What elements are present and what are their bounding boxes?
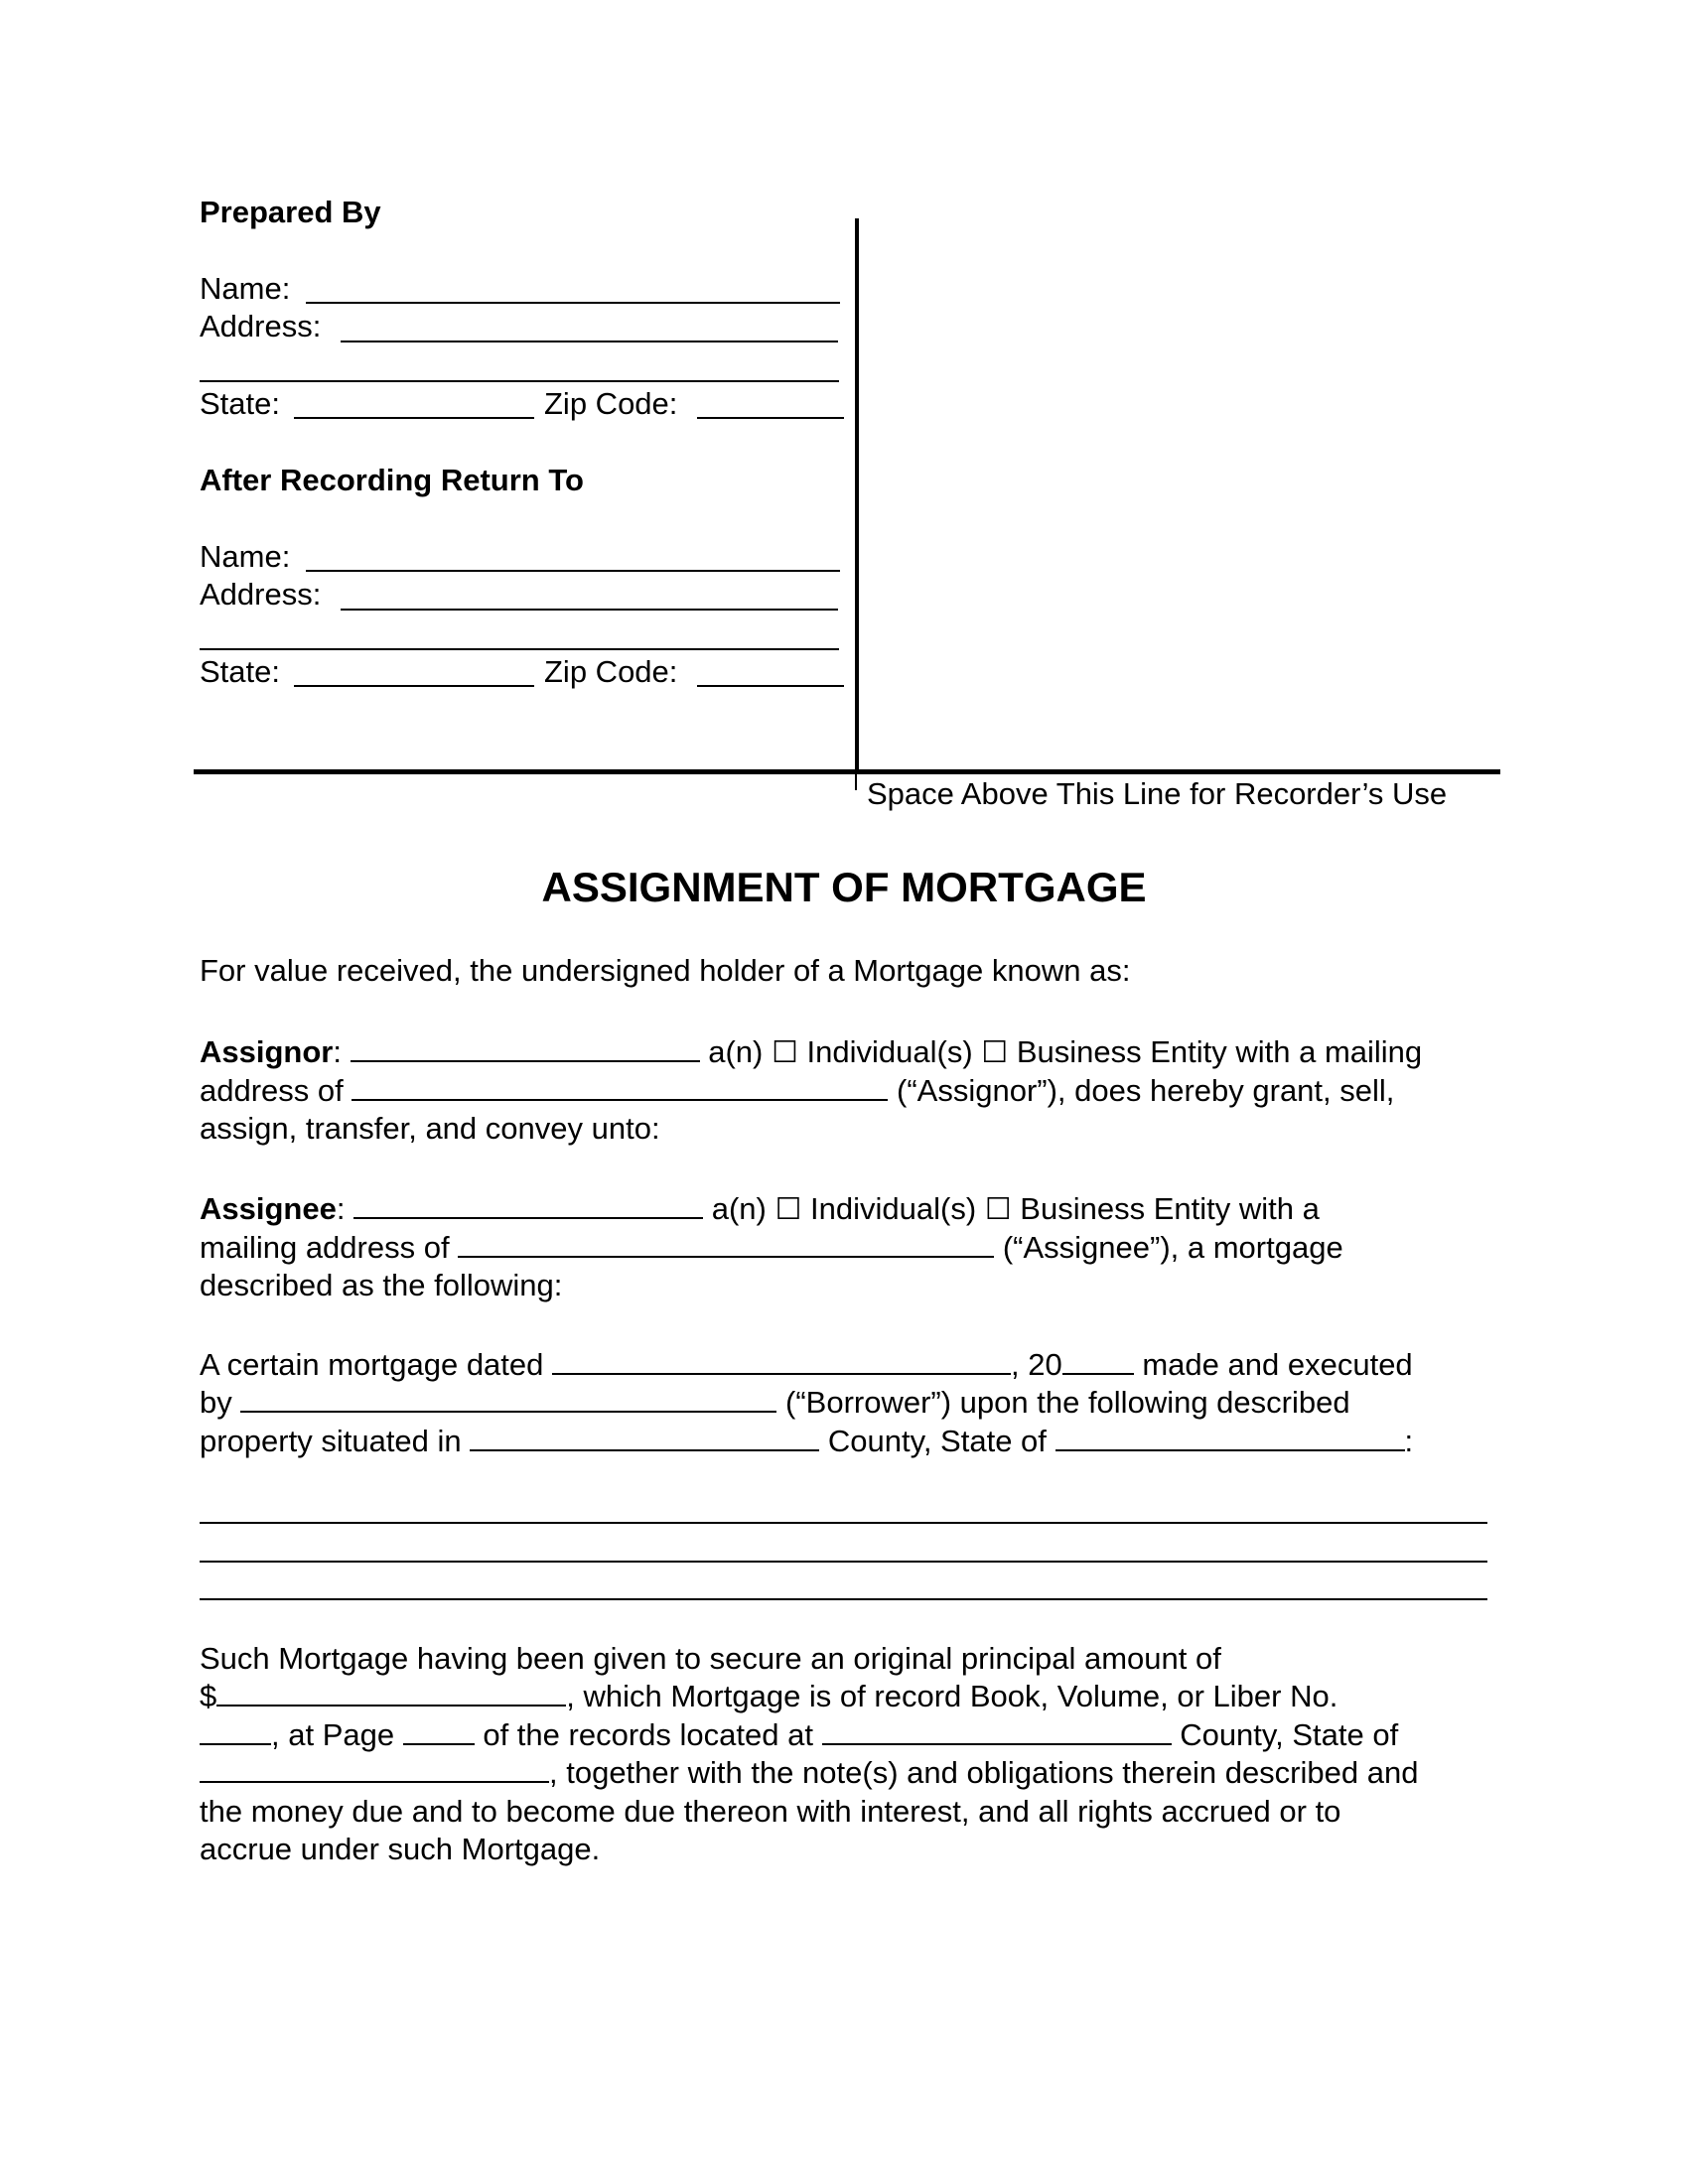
principal-line-5: the money due and to become due thereon with interest, and all rights accrued or to — [200, 1794, 1341, 1829]
assignee-name-field[interactable] — [353, 1193, 703, 1219]
property-description-line-1[interactable] — [200, 1522, 1487, 1524]
assignee-line-2: mailing address of (“Assignee”), a mortgage — [200, 1230, 1343, 1265]
prepared-by-state-field[interactable] — [294, 417, 534, 419]
document-title: ASSIGNMENT OF MORTGAGE — [541, 864, 1147, 910]
property-description-line-2[interactable] — [200, 1561, 1487, 1563]
prepared-by-address-field[interactable] — [341, 341, 838, 342]
intro-text: For value received, the undersigned holder of a Mortgage known as: — [200, 953, 1131, 988]
return-to-address-line2-field[interactable] — [200, 648, 839, 650]
recorder-divider-vertical — [855, 218, 859, 774]
borrower-name-field[interactable] — [240, 1387, 776, 1413]
prepared-by-zip-label: Zip Code: — [544, 386, 678, 421]
assignee-label: Assignee — [200, 1191, 337, 1226]
records-state-field[interactable] — [200, 1757, 549, 1783]
return-to-zip-label: Zip Code: — [544, 654, 678, 689]
property-county-field[interactable] — [470, 1426, 819, 1451]
property-state-field[interactable] — [1055, 1426, 1405, 1451]
return-to-state-label: State: — [200, 654, 280, 689]
return-to-heading: After Recording Return To — [200, 463, 584, 497]
mortgage-date-field[interactable] — [552, 1349, 1011, 1375]
mortgage-line-2: by (“Borrower”) upon the following described — [200, 1385, 1350, 1420]
mortgage-year-field[interactable] — [1062, 1349, 1134, 1375]
assignor-line-3: assign, transfer, and convey unto: — [200, 1111, 660, 1146]
return-to-name-label: Name: — [200, 539, 291, 574]
assignor-label: Assignor — [200, 1034, 334, 1069]
prepared-by-address-label: Address: — [200, 309, 322, 343]
return-to-address-label: Address: — [200, 577, 322, 612]
assignee-line-1: Assignee: a(n) ☐ Individual(s) ☐ Business Entity with a — [200, 1191, 1320, 1226]
principal-line-2: $ , which Mortgage is of record Book, Volume, or Liber No. — [200, 1679, 1338, 1713]
prepared-by-address-line2-field[interactable] — [200, 380, 839, 382]
property-description-line-3[interactable] — [200, 1598, 1487, 1600]
assignee-business-checkbox[interactable]: ☐ — [984, 1193, 1012, 1226]
return-to-address-field[interactable] — [341, 609, 838, 611]
assignee-address-field[interactable] — [458, 1232, 994, 1258]
assignor-line-2: address of (“Assignor”), does hereby grant, sell, — [200, 1073, 1395, 1108]
book-number-field[interactable] — [200, 1719, 271, 1745]
prepared-by-name-field[interactable] — [306, 302, 840, 304]
recorder-divider-tick — [855, 774, 857, 790]
assignor-line-1: Assignor: a(n) ☐ Individual(s) ☐ Business Entity with a mailing — [200, 1034, 1423, 1069]
assignor-business-checkbox[interactable]: ☐ — [981, 1036, 1009, 1069]
assignor-individual-checkbox[interactable]: ☐ — [772, 1036, 798, 1069]
principal-line-6: accrue under such Mortgage. — [200, 1832, 601, 1866]
principal-line-4: , together with the note(s) and obligations therein described and — [200, 1754, 1418, 1793]
assignor-address-field[interactable] — [352, 1075, 888, 1101]
assignor-name-field[interactable] — [351, 1036, 700, 1062]
prepared-by-state-label: State: — [200, 386, 280, 421]
return-to-name-field[interactable] — [306, 570, 840, 572]
return-to-zip-field[interactable] — [697, 685, 844, 687]
principal-amount-field[interactable] — [216, 1681, 566, 1706]
prepared-by-heading: Prepared By — [200, 195, 381, 229]
principal-line-3: , at Page of the records located at County, State of — [200, 1716, 1398, 1755]
prepared-by-zip-field[interactable] — [697, 417, 844, 419]
mortgage-line-1: A certain mortgage dated , 20 made and executed — [200, 1347, 1413, 1382]
page-number-field[interactable] — [403, 1719, 475, 1745]
records-county-field[interactable] — [822, 1719, 1172, 1745]
recorder-note: Space Above This Line for Recorder’s Use — [867, 776, 1448, 811]
assignee-individual-checkbox[interactable]: ☐ — [774, 1193, 802, 1226]
return-to-state-field[interactable] — [294, 685, 534, 687]
prepared-by-name-label: Name: — [200, 271, 291, 306]
mortgage-line-3: property situated in County, State of : — [200, 1424, 1414, 1458]
recorder-divider-horizontal — [194, 769, 1500, 774]
principal-line-1: Such Mortgage having been given to secure an original principal amount of — [200, 1641, 1221, 1676]
assignee-line-3: described as the following: — [200, 1268, 563, 1302]
